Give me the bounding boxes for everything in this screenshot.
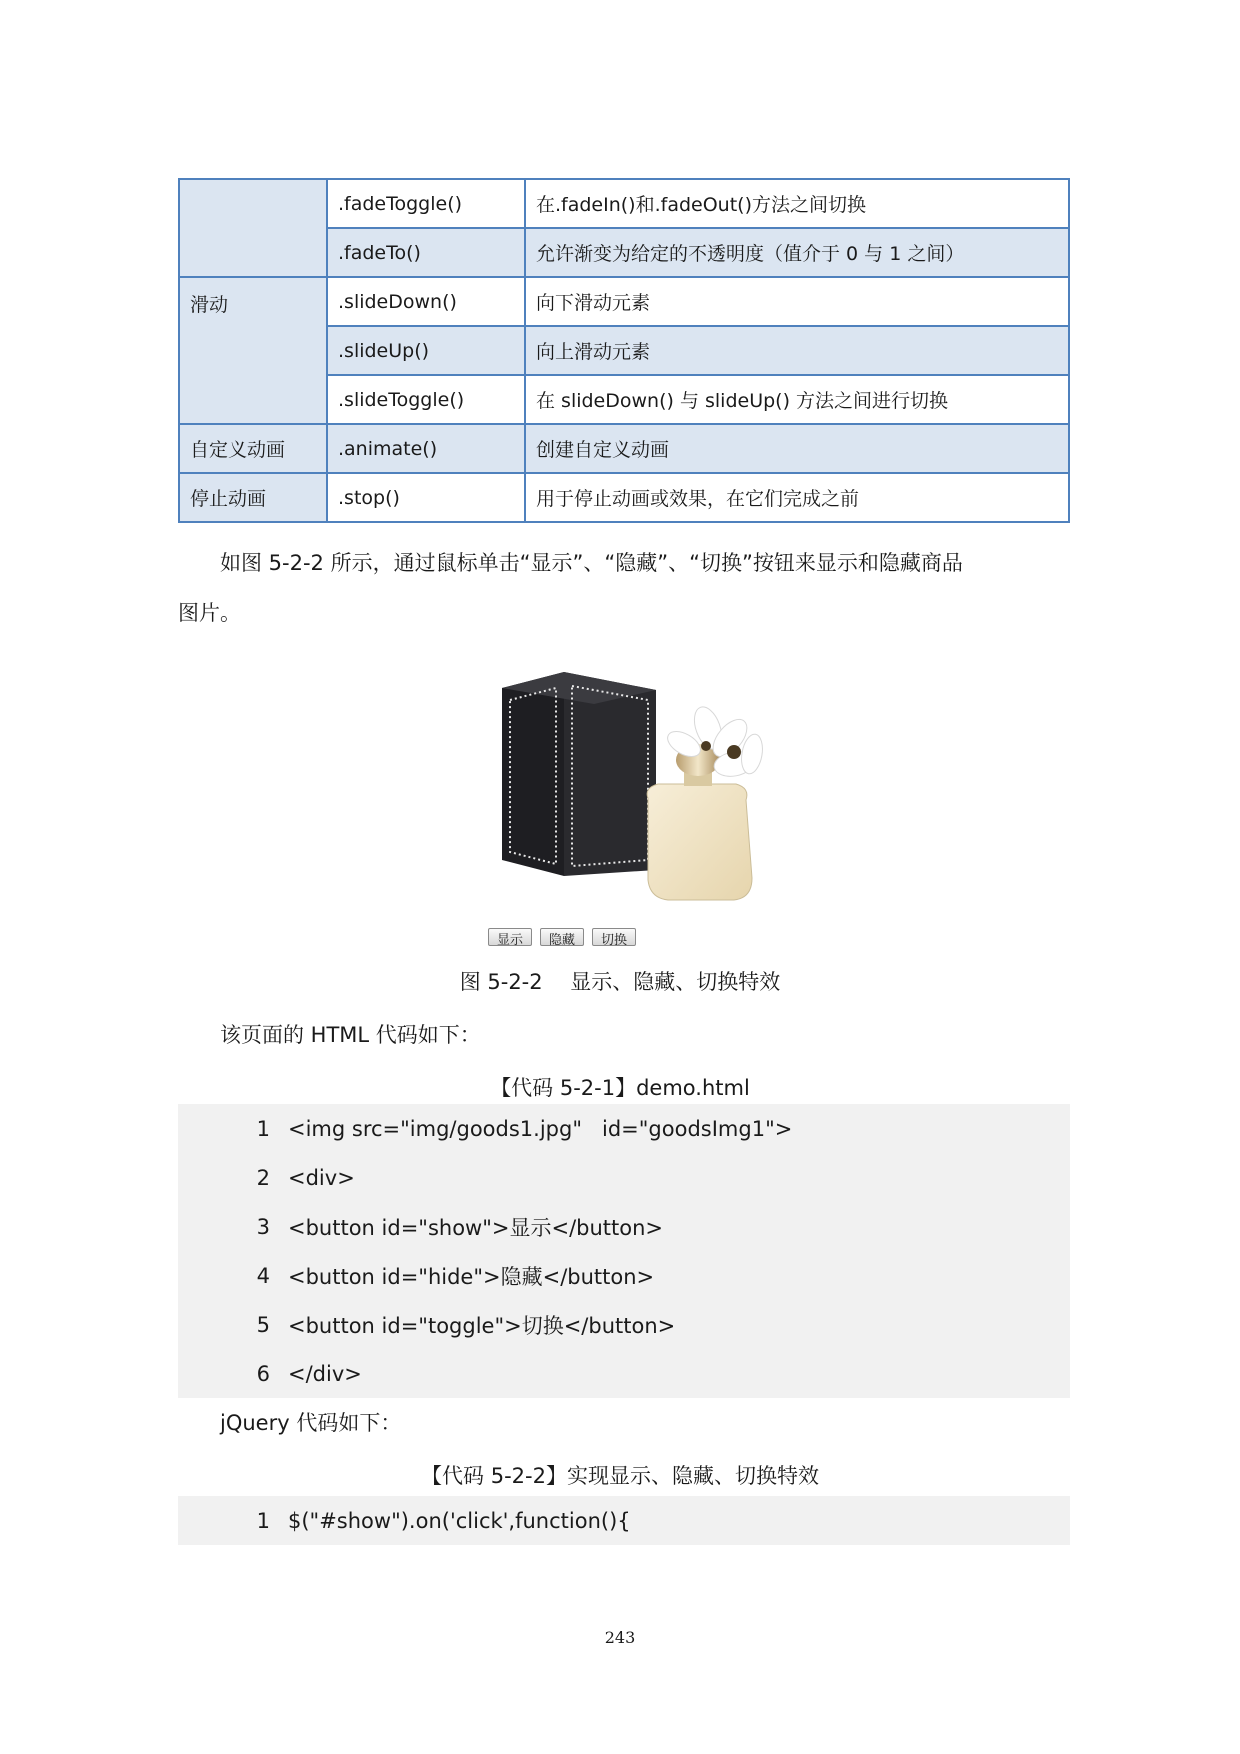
method-cell: .fadeTo(): [327, 228, 525, 277]
figure-caption: 图 5-2-2 显示、隐藏、切换特效: [459, 970, 781, 994]
code-title-2: 【代码 5-2-2】实现显示、隐藏、切换特效: [421, 1464, 819, 1488]
code-block-2: [178, 1496, 1070, 1545]
table-row: [179, 424, 1069, 473]
html-intro-text: 该页面的 HTML 代码如下：: [220, 1023, 481, 1047]
description-cell: 允许渐变为给定的不透明度（值介于 0 与 1 之间）: [525, 228, 1069, 277]
line-number: 1: [256, 1508, 270, 1533]
description-cell: 向下滑动元素: [525, 277, 1069, 326]
line-number: 4: [256, 1263, 270, 1288]
show-button[interactable]: 显示: [488, 928, 532, 946]
category-cell: 滑动: [179, 277, 327, 424]
code-text: <img src="img/goods1.jpg" id="goodsImg1">: [288, 1116, 793, 1141]
code-line: [178, 1153, 1070, 1202]
code-block-1: [178, 1104, 1070, 1398]
perfume-illustration: [498, 660, 788, 918]
method-cell: .slideToggle(): [327, 375, 525, 424]
method-cell: .slideDown(): [327, 277, 525, 326]
line-number: 2: [256, 1165, 270, 1190]
line-number: 6: [256, 1361, 270, 1386]
jquery-intro-text: jQuery 代码如下：: [220, 1411, 402, 1435]
intro-line-1: 如图 5-2-2 所示，通过鼠标单击“显示”、“隐藏”、“切换”按钮来显示和隐藏商品: [220, 551, 963, 575]
table-row: [179, 277, 1069, 326]
code-text: <div>: [288, 1165, 355, 1190]
method-cell: .fadeToggle(): [327, 179, 525, 228]
line-number: 5: [256, 1312, 270, 1337]
code-text: <button id="toggle">切换</button>: [288, 1313, 676, 1338]
code-text: <button id="hide">隐藏</button>: [288, 1264, 655, 1289]
page-number: 243: [604, 1628, 636, 1647]
category-cell: [179, 179, 327, 277]
code-text: <button id="show">显示</button>: [288, 1215, 664, 1240]
code-text: </div>: [288, 1361, 362, 1386]
product-image: [498, 660, 788, 918]
toggle-button[interactable]: 切换: [592, 928, 636, 946]
description-cell: 用于停止动画或效果，在它们完成之前: [525, 473, 1069, 522]
demo-button-row: [488, 928, 636, 946]
intro-line-2: 图片。: [178, 601, 241, 625]
code-line: [178, 1251, 1070, 1300]
description-cell: 在 slideDown() 与 slideUp() 方法之间进行切换: [525, 375, 1069, 424]
description-cell: 创建自定义动画: [525, 424, 1069, 473]
method-cell: .stop(): [327, 473, 525, 522]
code-line: [178, 1104, 1070, 1153]
intro-paragraph: [178, 538, 1070, 638]
method-cell: .animate(): [327, 424, 525, 473]
code-line: [178, 1349, 1070, 1398]
line-number: 1: [256, 1116, 270, 1141]
code-text: $("#show").on('click',function(){: [288, 1508, 631, 1533]
html-intro: [178, 1010, 1070, 1060]
category-cell: 停止动画: [179, 473, 327, 522]
code-title-1: 【代码 5-2-1】demo.html: [490, 1076, 750, 1100]
jquery-intro: [178, 1398, 1070, 1448]
code-line: [178, 1496, 1070, 1545]
description-cell: 向上滑动元素: [525, 326, 1069, 375]
code-line: [178, 1202, 1070, 1251]
category-cell: 自定义动画: [179, 424, 327, 473]
method-cell: .slideUp(): [327, 326, 525, 375]
code-line: [178, 1300, 1070, 1349]
hide-button[interactable]: 隐藏: [540, 928, 584, 946]
methods-table: [178, 178, 1070, 523]
table-row: [179, 179, 1069, 228]
table-row: [179, 473, 1069, 522]
description-cell: 在.fadeIn()和.fadeOut()方法之间切换: [525, 179, 1069, 228]
line-number: 3: [256, 1214, 270, 1239]
